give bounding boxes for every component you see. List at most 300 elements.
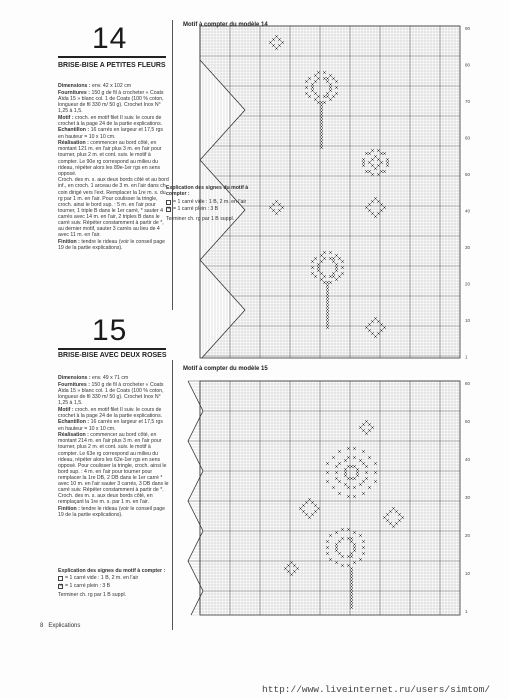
filled-square: [335, 531, 338, 534]
filled-square: [311, 86, 314, 89]
row-label: 30: [465, 245, 471, 250]
filled-square: [353, 486, 356, 489]
filled-square: [326, 323, 329, 326]
filled-square: [320, 104, 323, 107]
filled-square: [386, 513, 389, 516]
filled-square: [320, 140, 323, 143]
filled-square: [326, 314, 329, 317]
page-footer: [40, 623, 80, 629]
filled-square: [341, 260, 344, 263]
row-label: 1: [465, 609, 468, 614]
filled-square: [335, 92, 338, 95]
filled-square: [332, 95, 335, 98]
filled-square: [338, 540, 341, 543]
filled-square: [365, 326, 368, 329]
filled-square: [377, 173, 380, 176]
filled-square: [326, 77, 329, 80]
filled-square: [383, 206, 386, 209]
filled-square: [293, 570, 296, 573]
row-label: 70: [465, 99, 471, 104]
filled-square: [401, 516, 404, 519]
filled-square: [368, 323, 371, 326]
pattern-14-title: BRISE-BISE A PETITES FLEURS: [58, 62, 166, 69]
instruction-label: Finition :: [58, 505, 82, 512]
filled-square: [362, 552, 365, 555]
filled-square: [308, 498, 311, 501]
filled-square: [380, 170, 383, 173]
instruction-label: Réalisation :: [58, 432, 91, 439]
filled-square: [350, 555, 353, 558]
filled-square: [320, 260, 323, 263]
filled-square: [332, 456, 335, 459]
instruction-text: 16 carrés en largeur et 17,5 rgs en hauteur = 10 x 10 cm.: [58, 419, 163, 432]
filled-square: [320, 116, 323, 119]
filled-square: [326, 299, 329, 302]
legend-15-title: Explication des signes du motif à compter :: [58, 568, 166, 574]
filled-square: [296, 567, 299, 570]
filled-square: [335, 269, 338, 272]
pattern-15-number: 15: [92, 314, 128, 347]
filled-square: [335, 549, 338, 552]
filled-square: [362, 480, 365, 483]
filled-square: [320, 254, 323, 257]
filled-square: [329, 257, 332, 260]
filled-square: [311, 501, 314, 504]
filled-square: [290, 573, 293, 576]
filled-square: [383, 170, 386, 173]
filled-square: [356, 474, 359, 477]
filled-square: [377, 164, 380, 167]
filled-square: [359, 534, 362, 537]
filled-square: [341, 537, 344, 540]
filled-square: [272, 209, 275, 212]
chart-14-title: Motif à compter du modèle 14: [183, 22, 268, 28]
filled-square: [332, 257, 335, 260]
filled-square: [335, 278, 338, 281]
instruction-text: commencer au bord côté, en montant 214 m. en l'air plus 3 m. en l'air pour tourner, plus 2 m. et cont. suiv. le motif à compter. Le 63e rg correspond au milieu du rideau, répéter alors les 62e-1er rgs en sens opposé. Pour coulisser la tringle, croch. ainsi le bord sup. : 4 m. en l'air pour tourner pour remplacer la 1re DB, 2 DB dans le 1er carré * avec 10 m. en l'air sauter 3 carrés, 3 DB dans le carré suiv. Répéter constamment à partir de *. Croch. des m. s. aux deux bords côté, en remplaçant la 1re m. s. par 1 m. en l'air.: [58, 432, 169, 506]
filled-square: [371, 426, 374, 429]
filled-square: [329, 83, 332, 86]
filled-square: [338, 450, 341, 453]
instruction-text: 16 carrés en largeur et 17,5 rgs en hauteur = 10 x 10 cm.: [58, 127, 163, 140]
filled-square: [335, 86, 338, 89]
filled-square: [317, 269, 320, 272]
filled-square: [287, 564, 290, 567]
filled-square: [371, 200, 374, 203]
filled-square: [326, 80, 329, 83]
filled-square: [380, 161, 383, 164]
filled-square: [398, 513, 401, 516]
filled-square: [335, 561, 338, 564]
instruction-paragraph: [58, 115, 170, 127]
filled-square: [380, 152, 383, 155]
filled-square: [335, 477, 338, 480]
filled-square: [326, 480, 329, 483]
instruction-label: Dimensions :: [58, 83, 93, 89]
filled-square: [329, 251, 332, 254]
filled-square: [323, 95, 326, 98]
filled-square: [368, 456, 371, 459]
legend-15-empty: = 1 carré vide : 1 B, 2 m. en l'air: [65, 575, 139, 582]
filled-square: [389, 522, 392, 525]
filled-square: [344, 468, 347, 471]
filled-square: [305, 501, 308, 504]
filled-square: [341, 564, 344, 567]
page-number: 8: [40, 623, 44, 629]
filled-square: [392, 507, 395, 510]
filled-square: [317, 95, 320, 98]
filled-square: [320, 113, 323, 116]
filled-square: [377, 149, 380, 152]
filled-square: [311, 513, 314, 516]
instruction-paragraph: [58, 127, 170, 139]
filled-square: [368, 423, 371, 426]
filled-square: [290, 561, 293, 564]
filled-square: [380, 209, 383, 212]
filled-square: [329, 86, 332, 89]
filled-square: [350, 582, 353, 585]
filled-square: [320, 125, 323, 128]
filled-square: [347, 465, 350, 468]
filled-square: [278, 203, 281, 206]
instruction-text: 150 g de fil à crocheter « Coats Aïda 15 » blanc col. 1 de Coats (100 % coton, longueur de fil 330 m/ 50 g). Crochet Inox N° 1,25 à 1,5.: [58, 89, 164, 114]
filled-square: [350, 552, 353, 555]
filled-square: [386, 164, 389, 167]
filled-square: [332, 272, 335, 275]
filled-square: [269, 41, 272, 44]
filled-square: [359, 459, 362, 462]
filled-square: [350, 465, 353, 468]
filled-square: [374, 167, 377, 170]
row-label: 10: [465, 571, 471, 576]
filled-square: [335, 254, 338, 257]
instruction-text: tendre le rideau (voir le conseil page 19 de la partie explications).: [58, 238, 165, 251]
filled-square: [371, 320, 374, 323]
pattern-15-instructions: [58, 375, 170, 519]
row-label: 1: [465, 354, 468, 360]
filled-square: [350, 570, 353, 573]
watermark-url: http://www.liveinternet.ru/users/simtom/: [262, 684, 491, 695]
filled-square: [362, 423, 365, 426]
filled-square: [323, 275, 326, 278]
filled-square: [362, 540, 365, 543]
filled-square: [326, 311, 329, 314]
filled-square: [377, 332, 380, 335]
chart-14-legend: [166, 185, 266, 222]
pattern-14-rule: [58, 56, 166, 58]
filled-square: [344, 471, 347, 474]
filled-square: [362, 450, 365, 453]
filled-square: [365, 471, 368, 474]
filled-square: [362, 492, 365, 495]
filled-square: [383, 326, 386, 329]
filled-square: [344, 459, 347, 462]
filled-square: [353, 531, 356, 534]
legend-15-empty-row: [58, 575, 170, 581]
filled-square: [350, 540, 353, 543]
filled-square: [326, 287, 329, 290]
filled-square: [341, 528, 344, 531]
instruction-text: croch. en motif filet II suiv. le cours de crochet à la page 24 de la partie explications.: [58, 406, 163, 419]
filled-square: [314, 504, 317, 507]
instruction-text: croch. en motif filet II suiv. le cours de crochet à la page 24 de la partie explications.: [58, 114, 163, 127]
filled-square: [356, 468, 359, 471]
filled-square: [386, 519, 389, 522]
filled-square: [329, 89, 332, 92]
row-label: 60: [465, 381, 471, 386]
filled-square: [314, 510, 317, 513]
filled-square: [317, 77, 320, 80]
instruction-text: 150 g de fil à crocheter « Coats Aïda 15 » blanc col. 1 de Coats (100 % coton, longueur de fil 330 m/ 50 g). Crochet Inox N° 1,25 à 1,5.: [58, 381, 164, 406]
legend-14-full-row: [166, 206, 266, 212]
filled-square: [305, 513, 308, 516]
instruction-paragraph: [58, 382, 170, 406]
filled-square: [380, 329, 383, 332]
filled-square: [371, 164, 374, 167]
filled-square: [374, 462, 377, 465]
row-label: 30: [465, 495, 471, 500]
filled-square: [305, 86, 308, 89]
pattern-15-title: BRISE-BISE AVEC DEUX ROSES: [58, 352, 167, 359]
filled-square: [335, 543, 338, 546]
row-label: 20: [465, 533, 471, 538]
filled-square: [305, 92, 308, 95]
instruction-label: Fournitures :: [58, 381, 92, 388]
filled-square: [335, 80, 338, 83]
filled-square: [374, 155, 377, 158]
filled-square: [317, 101, 320, 104]
filled-square: [350, 585, 353, 588]
filled-square: [374, 480, 377, 483]
filled-square: [323, 257, 326, 260]
instruction-label: Motif :: [58, 114, 75, 121]
filled-square: [362, 546, 365, 549]
filled-square: [362, 161, 365, 164]
instruction-text: tendre le rideau (voir le conseil page 19 de la partie explications).: [58, 505, 165, 519]
filled-square: [326, 296, 329, 299]
filled-square: [332, 486, 335, 489]
filled-square: [353, 456, 356, 459]
filled-square: [326, 281, 329, 284]
filled-square: [320, 122, 323, 125]
filled-square: [365, 420, 368, 423]
pattern-14-instructions: [58, 83, 170, 252]
filled-square: [347, 555, 350, 558]
instruction-text: Croch. des m. s. aux deux bords côté et au bord inf., en croch. 1 arceau de 3 m. en l'air dans ch. coin dirigé vers l'ext. Remplacer la 1re m. s. du rg par 1 m. en l'air. Pour coulisser la tringle, croch. ainsi le bord sup. : 5 m. en l'air pour tourner, 1 triple B dans le 1er carré, * sauter 4 carrés avec 14 m. en l'air, 2 triples B dans le carré suiv. Répéter constamment à partir de *, au dernier motif, sauter 3 carrés au lieu de 4 avec 11 m. en l'air.: [58, 177, 169, 239]
filled-square: [380, 203, 383, 206]
row-label: 80: [465, 62, 471, 68]
filled-square: [353, 561, 356, 564]
filled-square: [305, 80, 308, 83]
filled-square: [326, 290, 329, 293]
legend-14-end: Terminer ch. rg par 1 B suppl.: [166, 215, 235, 222]
filled-square: [392, 525, 395, 528]
filled-square: [293, 564, 296, 567]
filled-square: [368, 170, 371, 173]
filled-square: [278, 209, 281, 212]
filled-square: [395, 510, 398, 513]
filled-square: [359, 426, 362, 429]
filled-square: [350, 579, 353, 582]
legend-14-title: Explication des signes du motif à compter :: [166, 185, 249, 198]
cross-square-icon: [166, 207, 171, 212]
row-label: 20: [465, 281, 471, 287]
instruction-paragraph: [58, 90, 170, 114]
instruction-paragraph: [58, 375, 170, 381]
filled-square: [281, 206, 284, 209]
filled-square: [320, 137, 323, 140]
filled-square: [320, 110, 323, 113]
filled-square: [308, 95, 311, 98]
pattern-14-number: 14: [92, 22, 128, 55]
filled-square: [350, 597, 353, 600]
filled-square: [326, 305, 329, 308]
filled-square: [341, 555, 344, 558]
filled-square: [347, 537, 350, 540]
instruction-paragraph: [58, 140, 170, 177]
filled-square: [389, 510, 392, 513]
filled-square: [365, 152, 368, 155]
row-label: 50: [465, 419, 471, 424]
filled-square: [350, 603, 353, 606]
filled-square: [326, 462, 329, 465]
filled-square: [362, 158, 365, 161]
filled-square: [368, 161, 371, 164]
filled-square: [287, 570, 290, 573]
filled-square: [323, 251, 326, 254]
filled-square: [320, 272, 323, 275]
filled-square: [377, 320, 380, 323]
filled-square: [350, 576, 353, 579]
filled-square: [365, 465, 368, 468]
filled-square: [338, 275, 341, 278]
row-label: 10: [465, 318, 471, 323]
instruction-paragraph: [58, 239, 170, 251]
instruction-paragraph: [58, 506, 170, 518]
filled-square: [311, 272, 314, 275]
filled-square: [335, 471, 338, 474]
chart-15-title: Motif à compter du modèle 15: [183, 366, 268, 372]
filled-square: [326, 302, 329, 305]
filled-square: [377, 200, 380, 203]
filled-square: [326, 92, 329, 95]
filled-square: [350, 537, 353, 540]
filled-square: [314, 74, 317, 77]
instruction-text: commencer au bord côté, en montant 121 m. en l'air plus 3 m. en l'air pour tourner, plus 2 m. et cont. suiv. le motif à compter. Le 90e rg correspond au milieu du rideau, répéter alors les 89e-1er rgs en sens opposé.: [58, 140, 162, 177]
filled-square: [350, 588, 353, 591]
filled-square: [365, 432, 368, 435]
filled-square: [320, 131, 323, 134]
filled-square: [362, 164, 365, 167]
filled-square: [320, 107, 323, 110]
filled-square: [347, 528, 350, 531]
filled-square: [347, 477, 350, 480]
filled-square: [320, 278, 323, 281]
filled-square: [320, 146, 323, 149]
filled-square: [353, 549, 356, 552]
filled-square: [368, 203, 371, 206]
filled-square: [374, 335, 377, 338]
filled-square: [269, 206, 272, 209]
filled-square: [344, 483, 347, 486]
chart-15-legend: [58, 568, 170, 599]
filled-square: [311, 260, 314, 263]
filled-square: [347, 495, 350, 498]
filled-square: [386, 158, 389, 161]
filled-square: [332, 77, 335, 80]
filled-square: [329, 74, 332, 77]
filled-square: [368, 486, 371, 489]
filled-square: [278, 38, 281, 41]
filled-square: [326, 308, 329, 311]
instruction-label: Echantillon :: [58, 127, 91, 134]
filled-square: [365, 206, 368, 209]
filled-square: [368, 329, 371, 332]
filled-square: [371, 332, 374, 335]
filled-square: [356, 471, 359, 474]
filled-square: [344, 474, 347, 477]
filled-square: [374, 215, 377, 218]
section-name: Explications: [48, 623, 81, 629]
filled-square: [314, 98, 317, 101]
filled-square: [314, 92, 317, 95]
column-divider-15: [172, 360, 173, 630]
filled-square: [317, 266, 320, 269]
filled-square: [353, 495, 356, 498]
row-label: 40: [465, 457, 471, 462]
filled-square: [353, 543, 356, 546]
filled-square: [338, 257, 341, 260]
filled-square: [323, 77, 326, 80]
filled-square: [335, 465, 338, 468]
filled-square: [317, 71, 320, 74]
filled-square: [338, 480, 341, 483]
filled-square: [353, 447, 356, 450]
filled-square: [368, 152, 371, 155]
pattern-15-rule: [58, 348, 166, 350]
flower-motif: [362, 149, 389, 176]
instruction-text: env. 42 x 102 cm: [92, 83, 132, 89]
filled-square: [320, 134, 323, 137]
filled-square: [350, 594, 353, 597]
filled-square: [368, 429, 371, 432]
filled-square: [272, 38, 275, 41]
filled-square: [338, 552, 341, 555]
row-label: 60: [465, 135, 471, 141]
filled-square: [311, 266, 314, 269]
instruction-label: Finition :: [58, 238, 82, 245]
filled-square: [308, 77, 311, 80]
instruction-paragraph: [58, 407, 170, 419]
filled-square: [326, 317, 329, 320]
instruction-paragraph: [58, 177, 170, 238]
filled-square: [320, 101, 323, 104]
row-label: 40: [465, 208, 471, 214]
filled-square: [347, 456, 350, 459]
filled-square: [329, 281, 332, 284]
filled-square: [359, 483, 362, 486]
filled-square: [332, 260, 335, 263]
filled-square: [353, 477, 356, 480]
filled-square: [308, 516, 311, 519]
filled-square: [302, 510, 305, 513]
filled-square: [275, 35, 278, 38]
filled-square: [371, 158, 374, 161]
filled-square: [383, 516, 386, 519]
filled-square: [395, 522, 398, 525]
filled-square: [326, 540, 329, 543]
empty-square-icon: [58, 576, 63, 581]
